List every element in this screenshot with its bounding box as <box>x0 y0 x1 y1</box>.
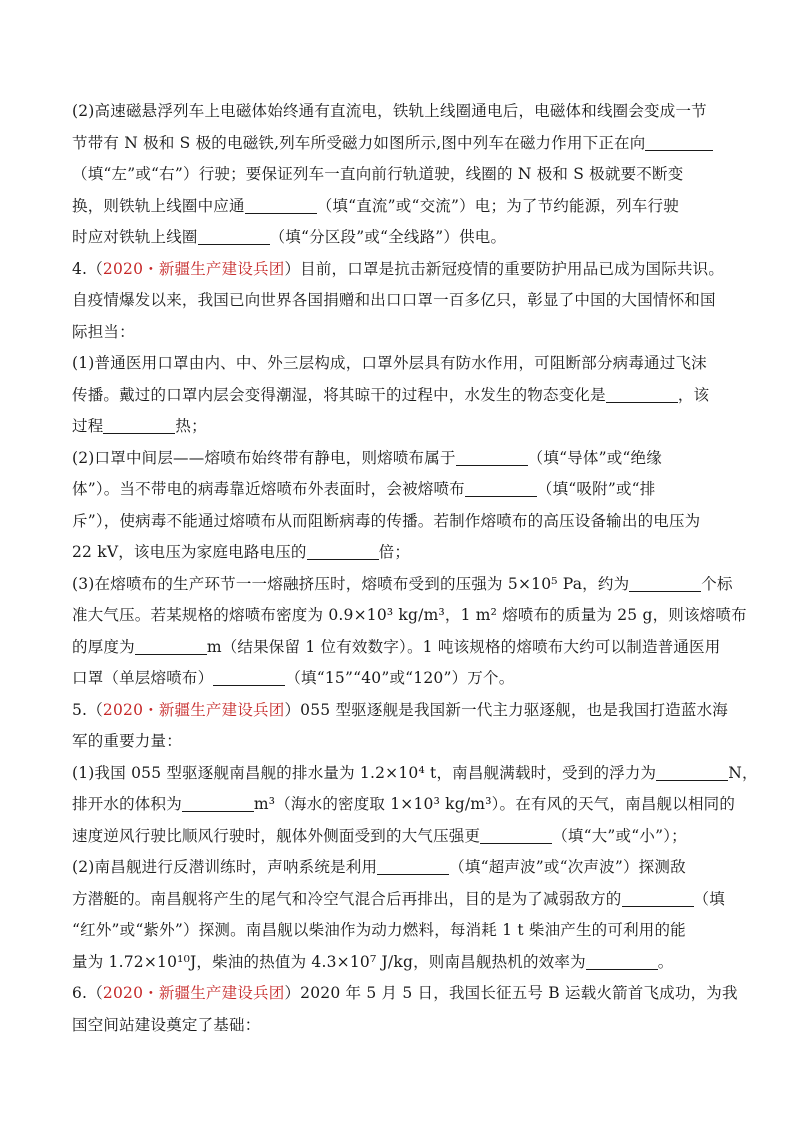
text-line <box>72 789 736 821</box>
text-line <box>72 380 728 412</box>
text-segment: “红外”或“紫外”）探测。南昌舰以柴油作为动力燃料，每消耗 1 t 柴油产生的可利用的能 <box>72 921 686 939</box>
text-segment: 换，则铁轨上线圈中应通 <box>72 196 245 215</box>
answer-blank[interactable] <box>198 226 270 245</box>
text-segment: N， <box>728 763 758 782</box>
text-segment: （填“导体”或“绝缘 <box>527 448 662 467</box>
text-segment: 倍； <box>378 543 411 561</box>
answer-blank[interactable] <box>135 636 207 655</box>
text-segment: 际担当： <box>72 322 135 341</box>
text-segment: 热； <box>175 417 207 435</box>
text-segment: 口罩（单层熔喷布） <box>72 669 214 687</box>
answer-blank[interactable] <box>480 825 552 844</box>
text-line <box>72 348 728 380</box>
text-segment: m³（海水的密度取 1×10³ kg/m³）。在有风的天气，南昌舰以相同的 <box>253 795 736 813</box>
text-line <box>72 758 758 790</box>
text-segment: ，该 <box>677 385 710 404</box>
text-segment: （填 <box>693 889 725 908</box>
question-text <box>72 96 758 1041</box>
text-line <box>72 726 728 758</box>
answer-blank[interactable] <box>656 762 728 781</box>
text-line <box>72 600 747 632</box>
text-line <box>72 821 728 853</box>
text-segment: （填“分区段”或“全线路”）供电。 <box>269 228 507 246</box>
question-number: 5.（ <box>72 700 103 719</box>
text-line <box>72 285 728 317</box>
text-line <box>72 663 728 695</box>
text-line <box>72 569 733 601</box>
text-line <box>72 159 728 191</box>
text-line <box>72 96 728 128</box>
text-segment: 个标 <box>701 574 733 593</box>
text-segment: 斥”），使病毒不能通过熔喷布从而阻断病毒的传播。若制作熔喷布的高压设备输出的电压为 <box>72 511 701 530</box>
text-segment: （填“左”或“右”）行驶；要保证列车一直向前行轨道驶，线圈的 N 极和 S 极就要不断变 <box>72 165 684 183</box>
text-segment: 传播。戴过的口罩内层会变得潮湿，将其晾干的过程中，水发生的物态变化是 <box>72 385 606 404</box>
text-line <box>72 978 738 1010</box>
answer-blank[interactable] <box>645 132 713 151</box>
text-segment: 自疫情爆发以来，我国已向世界各国捐赠和出口口罩一百多亿只，彰显了中国的大国情怀和国 <box>72 291 716 309</box>
answer-blank[interactable] <box>606 384 678 403</box>
answer-blank[interactable] <box>103 415 175 434</box>
text-line <box>72 915 728 947</box>
text-line <box>72 317 728 349</box>
text-line <box>72 632 728 664</box>
text-segment: （填“15”“40”或“120”）万个。 <box>285 669 515 687</box>
text-segment: 方潜艇的。南昌舰将产生的尾气和冷空气混合后再排出，目的是为了减弱敌方的 <box>72 889 622 908</box>
text-segment: (3)在熔喷布的生产环节一一熔融挤压时，熔喷布受到的压强为 5×10⁵ Pa，约为 <box>72 574 630 593</box>
text-segment: 量为 1.72×10¹⁰J，柴油的热值为 4.3×10⁷ J/kg，则南昌舰热机的效率为 <box>72 952 586 971</box>
text-segment: （填“大”或“小”）； <box>552 826 687 845</box>
answer-blank[interactable] <box>629 573 701 592</box>
text-segment: 军的重要力量： <box>72 732 182 750</box>
text-segment: 排开水的体积为 <box>72 795 182 813</box>
text-segment: 。 <box>657 952 674 971</box>
text-segment: 准大气压。若某规格的熔喷布密度为 0.9×10³ kg/m³，1 m² 熔喷布的质量为 25 g，则该熔喷布 <box>72 606 747 624</box>
answer-blank[interactable] <box>182 793 254 812</box>
text-segment: 22 kV，该电压为家庭电路电压的 <box>72 543 307 561</box>
question-stem: ）055 型驱逐舰是我国新一代主力驱逐舰，也是我国打造蓝水海 <box>284 700 728 719</box>
text-line <box>72 695 728 727</box>
text-segment: (1)普通医用口罩由内、中、外三层构成，口罩外层具有防水作用，可阻断部分病毒通过飞沫 <box>72 354 707 372</box>
text-segment: 国空间站建设奠定了基础： <box>72 1015 261 1034</box>
answer-blank[interactable] <box>377 856 449 875</box>
question-source: 2020・新疆生产建设兵团 <box>102 984 285 1002</box>
answer-blank[interactable] <box>465 478 537 497</box>
answer-blank[interactable] <box>245 195 317 214</box>
text-segment: (2)口罩中间层——熔喷布始终带有静电，则熔喷布属于 <box>72 448 456 467</box>
text-segment: 的厚度为 <box>72 637 135 656</box>
text-segment: 过程 <box>72 417 104 435</box>
question-source: 2020・新疆生产建设兵团 <box>102 700 285 719</box>
answer-blank[interactable] <box>307 541 379 560</box>
answer-blank[interactable] <box>586 951 658 970</box>
text-segment: （填“吸附”或“排 <box>536 480 656 498</box>
text-line <box>72 411 728 443</box>
question-stem: ）2020 年 5 月 5 日，我国长征五号 B 运载火箭首飞成功，为我 <box>284 984 738 1002</box>
text-line <box>72 1010 728 1042</box>
question-source: 2020・新疆生产建设兵团 <box>102 259 285 278</box>
text-segment: 节带有 N 极和 S 极的电磁铁,列车所受磁力如图所示,图中列车在磁力作用下正在向 <box>72 133 646 152</box>
text-line <box>72 254 728 286</box>
text-line <box>72 191 728 223</box>
question-number: 4.（ <box>72 259 103 278</box>
answer-blank[interactable] <box>622 888 694 907</box>
answer-blank[interactable] <box>213 667 285 686</box>
text-segment: 速度逆风行驶比顺风行驶时，舰体外侧面受到的大气压强更 <box>72 826 481 845</box>
text-segment: m（结果保留 1 位有效数字）。1 吨该规格的熔喷布大约可以制造普通医用 <box>206 637 721 656</box>
document-page <box>72 96 758 1041</box>
text-line <box>72 443 728 475</box>
text-segment: （填“直流”或“交流”）电；为了节约能源，列车行驶 <box>316 196 679 215</box>
text-line <box>72 852 728 884</box>
text-line <box>72 128 728 160</box>
answer-blank[interactable] <box>456 447 528 466</box>
text-line <box>72 222 728 254</box>
text-line <box>72 884 728 916</box>
text-segment: （填“超声波”或“次声波”）探测敌 <box>449 858 686 876</box>
text-line <box>72 474 728 506</box>
text-segment: 体”）。当不带电的病毒靠近熔喷布外表面时，会被熔喷布 <box>72 480 465 498</box>
question-number: 6.（ <box>72 984 103 1002</box>
text-line <box>72 947 728 979</box>
text-segment: 时应对铁轨上线圈 <box>72 228 198 246</box>
text-segment: (1)我国 055 型驱逐舰南昌舰的排水量为 1.2×10⁴ t，南昌舰满载时，受到的浮力为 <box>72 763 657 782</box>
text-line <box>72 506 728 538</box>
text-line <box>72 537 728 569</box>
text-segment: (2)南昌舰进行反潜训练时，声呐系统是利用 <box>72 858 378 876</box>
text-segment: (2)高速磁悬浮列车上电磁体始终通有直流电，铁轨上线圈通电后，电磁体和线圈会变成一节 <box>72 102 707 120</box>
question-stem: ）目前，口罩是抗击新冠疫情的重要防护用品已成为国际共识。 <box>284 259 725 278</box>
